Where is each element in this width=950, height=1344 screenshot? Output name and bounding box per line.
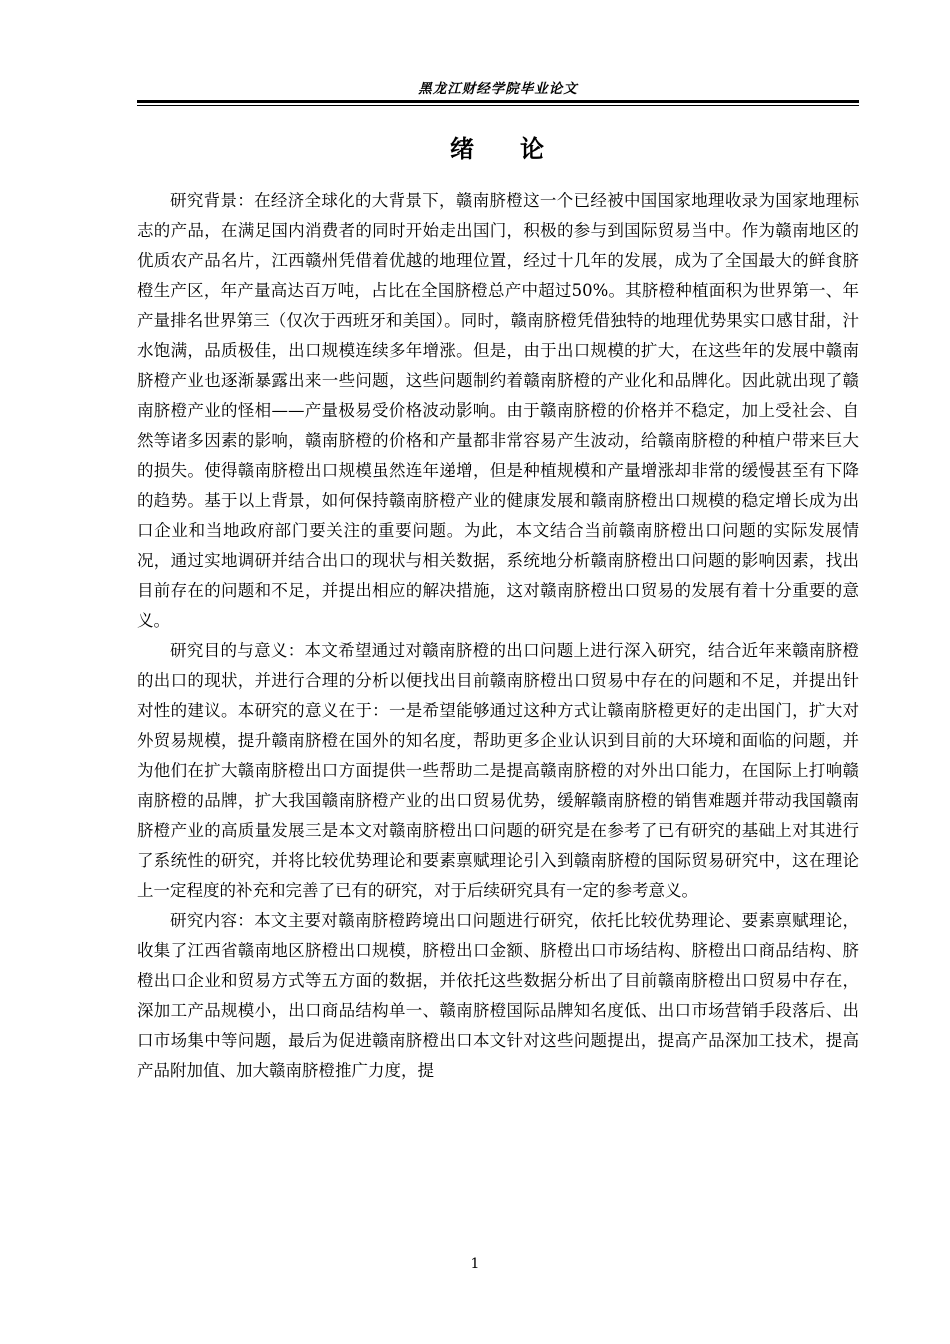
header-rule-thin [137,105,859,106]
header-rule-thick [137,100,859,103]
paragraph-research-content: 研究内容：本文主要对赣南脐橙跨境出口问题进行研究，依托比较优势理论、要素禀赋理论，收集了江西省赣南地区脐橙出口规模，脐橙出口金额、脐橙出口市场结构、脐橙出口商品结构、脐橙出口企业和贸易方式等五方面的数据，并依托这些数据分析出了目前赣南脐橙出口贸易中存在，深加工产品规模小，出口商品结构单一、赣南脐橙国际品牌知名度低、出口市场营销手段落后、出口市场集中等问题，最后为促进赣南脐橙出口本文针对这些问题提出，提高产品深加工技术，提高产品附加值、加大赣南脐橙推广力度，提 [137,911,859,1080]
section-title-part1: 绪 [450,134,476,163]
section-title [137,131,859,167]
body-text [137,186,859,1086]
paragraph-research-background: 研究背景：在经济全球化的大背景下，赣南脐橙这一个已经被中国国家地理收录为国家地理标志的产品，在满足国内消费者的同时开始走出国门，积极的参与到国际贸易当中。作为赣南地区的优质农产品名片，江西赣州凭借着优越的地理位置，经过十几年的发展，成为了全国最大的鲜食脐橙生产区，年产量高达百万吨，占比在全国脐橙总产中超过50%。其脐橙种植面积为世界第一、年产量排名世界第三（仅次于西班牙和美国）。同时，赣南脐橙凭借独特的地理优势果实口感甘甜，汁水饱满，品质极佳，出口规模连续多年增涨。但是，由于出口规模的扩大，在这些年的发展中赣南脐橙产业也逐渐暴露出来一些问题，这些问题制约着赣南脐橙的产业化和品牌化。因此就出现了赣南脐橙产业的怪相——产量极易受价格波动影响。由于赣南脐橙的价格并不稳定，加上受社会、自然等诸多因素的影响，赣南脐橙的价格和产量都非常容易产生波动，给赣南脐橙的种植户带来巨大的损失。使得赣南脐橙出口规模虽然连年递增，但是种植规模和产量增涨却非常的缓慢甚至有下降的趋势。基于以上背景，如何保持赣南脐橙产业的健康发展和赣南脐橙出口规模的稳定增长成为出口企业和当地政府部门要关注的重要问题。为此，本文结合当前赣南脐橙出口问题的实际发展情况，通过实地调研并结合出口的现状与相关数据，系统地分析赣南脐橙出口问题的影响因素，找出目前存在的问题和不足，并提出相应的解决措施，这对赣南脐橙出口贸易的发展有着十分重要的意义。 [137,191,859,630]
paragraph-research-purpose: 研究目的与意义：本文希望通过对赣南脐橙的出口问题上进行深入研究，结合近年来赣南脐橙的出口的现状，并进行合理的分析以便找出目前赣南脐橙出口贸易中存在的问题和不足，并提出针对性的建议。本研究的意义在于：一是希望能够通过这种方式让赣南脐橙更好的走出国门，扩大对外贸易规模，提升赣南脐橙在国外的知名度，帮助更多企业认识到目前的大环境和面临的问题，并为他们在扩大赣南脐橙出口方面提供一些帮助二是提高赣南脐橙的对外出口能力，在国际上打响赣南脐橙的品牌，扩大我国赣南脐橙产业的出口贸易优势，缓解赣南脐橙的销售难题并带动我国赣南脐橙产业的高质量发展三是本文对赣南脐橙出口问题的研究是在参考了已有研究的基础上对其进行了系统性的研究，并将比较优势理论和要素禀赋理论引入到赣南脐橙的国际贸易研究中，这在理论上一定程度的补充和完善了已有的研究，对于后续研究具有一定的参考意义。 [137,641,859,900]
section-title-part2: 论 [520,134,546,163]
running-header: 黑龙江财经学院毕业论文 [418,81,578,97]
page-number: 1 [470,1256,480,1272]
